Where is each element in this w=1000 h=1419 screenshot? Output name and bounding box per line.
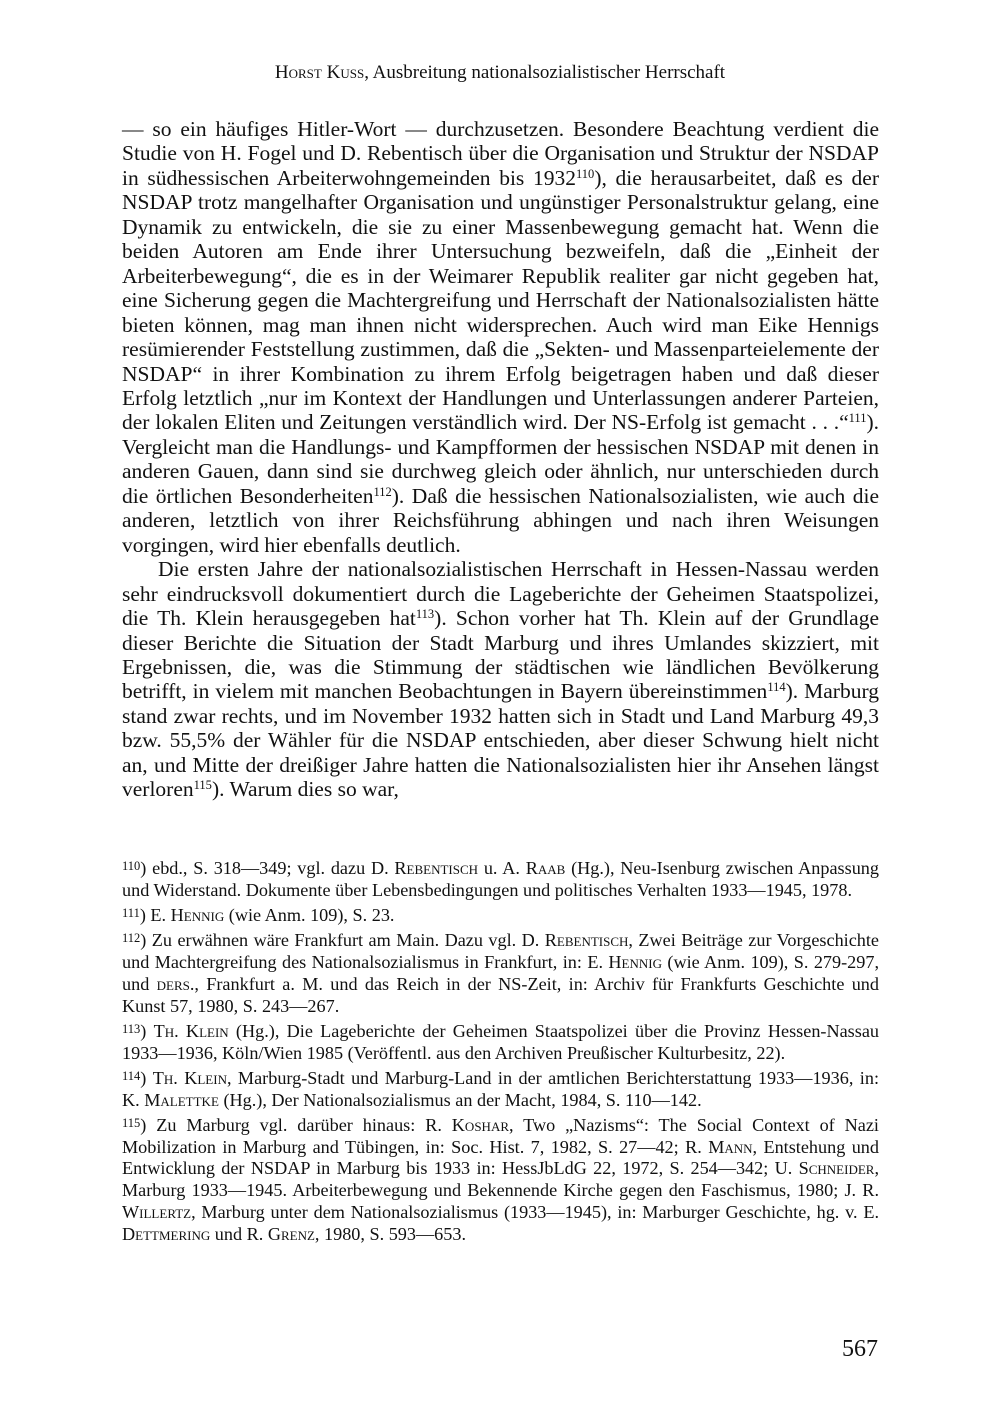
paragraph-text: ). Warum dies so war, [211,777,399,802]
footnote-text: ) Zu Marburg vgl. darüber hinaus: R. [140,1114,452,1135]
footnote-number: 110 [122,859,141,873]
footnote-text: , 1980, S. 593—653. [314,1223,466,1244]
footnote-ref: 110 [576,166,595,181]
running-head-author: Horst Kuss [274,62,365,83]
footnote-number: 112 [122,931,141,946]
paragraph [122,557,879,802]
paragraph-text: ). Vergleicht man die Handlungs- und Kampfformen der hessischen NSDAP mit denen in anderen Gauen, dann sind sie durchweg gleich oder ähnlich, nur unterschieden durch die örtlichen Besonderheiten [122,410,879,508]
footnote-114 [122,1068,879,1112]
paragraph-text: ). Marburg stand zwar rechts, und im November 1932 hatten sich in Stadt und Land Marburg 49,3 bzw. 55,5% der Wähler für die NSDAP entschieden, aber dieser Schwung hielt nicht an, und Mitte der dreißiger Jahre hatten die Nationalsozialisten hier ihr Ansehen längst verloren [122,679,879,802]
footnote-text: ) ebd., S. 318—349; vgl. dazu D. [140,858,395,878]
footnote-text: , Zwei Beiträge zur Vorgeschichte und Machtergreifung des Nationalsozialismus in Frankfurt, in: E. [122,930,880,972]
footnote-author: Rebentisch [394,858,479,878]
footnote-text: , Marburg unter dem Nationalsozialismus (1933—1945), in: Marburger Geschichte, hg. v. E. [191,1201,879,1222]
footnote-ref: 115 [193,778,212,793]
paragraph-text: — so ein häufiges Hitler-Wort — durchzusetzen. Besondere Beachtung verdient die Studie von H. Fogel und D. Rebentisch über die Organisation und Struktur der NSDAP in südhessischen Arbeiterwohngemeinden bis 1932 [122,117,879,190]
footnote-author: Mann [708,1136,753,1157]
footnote-author: Grenz [267,1223,315,1244]
footnote-text: , Marburg-Stadt und Marburg-Land in der amtlichen Berichterstattung 1933—1936, in: K. [122,1067,879,1110]
footnote-text: (Hg.), Die Lageberichte der Geheimen Staatspolizei über die Provinz Hessen-Nassau 1933—1936, Köln/Wien 1985 (Veröffentl. aus den Archiven Preußischer Kulturbesitz, 22). [122,1020,880,1063]
footnote-112 [122,930,879,1017]
footnote-113 [122,1021,879,1065]
footnote-text: , Two „Nazisms“: The Social Context of Nazi Mobilization in Marburg and Tübingen, in: Soc. Hist. 7, 1982, S. 27—42; R. [122,1114,879,1157]
footnote-author: Koshar [451,1114,509,1135]
footnote-ref: 113 [415,607,435,622]
footnote-text: ) Zu erwähnen wäre Frankfurt am Main. Dazu vgl. D. [140,930,545,951]
footnote-author: Willertz [122,1201,192,1222]
footnote-text: u. A. [478,858,526,878]
footnote-author: Rebentisch [544,930,629,951]
footnote-ref: 111 [848,411,867,426]
footnote-ref: 114 [767,680,786,695]
footnotes [122,858,879,1249]
paragraph-text: ). Daß die hessischen Nationalsozialisten, wie auch die anderen, letztlich von ihrer Reichsführung abhingen und nach ihren Weisungen vorgingen, wird hier ebenfalls deutlich. [122,483,879,557]
footnote-text: ) E. [139,905,171,925]
footnote-author: Malettke [144,1089,219,1110]
body-text [122,117,879,802]
footnote-text: ) [140,1067,153,1088]
footnote-text: (wie Anm. 109), S. 23. [224,905,395,925]
footnote-author: Hennig [608,952,662,972]
footnote-115 [122,1115,879,1246]
footnote-text: , Entstehung und Entwicklung der NSDAP in Marburg bis 1933 in: HessJbLdG 22, 1972, S. 254—342; U. [122,1136,879,1179]
footnote-number: 114 [122,1068,141,1083]
running-head-title: , Ausbreitung nationalsozialistischer Herrschaft [364,62,726,83]
paragraph-text: ), die herausarbeitet, daß es der NSDAP trotz mangelhafter Organisation und ungünstiger Personalstruktur gelang, eine Dynamik zu entwickeln, die sie zu einer Massenbewegung gemacht hat. Wenn die beiden Autoren am Ende ihrer Untersuchung bezweifeln, daß die „Einheit der Arbeiterbewegung“, die es in der Weimarer Republik realiter gar nicht gegeben hat, eine Sicherung gegen die Machtergreifung und Herrschaft der Nationalsozialisten hätte bieten können, mag man ihnen nicht widersprechen. Auch wird man Eike Hennigs resümierender Feststellung zustimmen, daß die „Sekten- und Massenparteielemente der NSDAP“ in ihrer Kombination zu ihrem Erfolg beigetragen haben und daß dieser Erfolg letztlich „nur im Kontext der Handlungen und Unterlassungen anderer Parteien, der lokalen Eliten und Zeitungen verständlich wird. Der NS-Erfolg ist gemacht . . .“ [122,165,879,435]
footnote-number: 113 [122,1021,141,1036]
paragraph-text: Die ersten Jahre der nationalsozialistischen Herrschaft in Hessen-Nassau werden sehr eindrucksvoll dokumentiert durch die Lageberichte der Geheimen Staatspolizei, die Th. Klein herausgegeben hat [122,557,879,631]
paragraph [122,117,879,557]
page-number: 567 [842,1336,878,1362]
footnote-number: 115 [122,1115,141,1130]
footnote-text: (Hg.), Der Nationalsozialismus an der Macht, 1984, S. 110—142. [218,1089,702,1110]
footnote-author: Hennig [170,905,225,925]
footnote-text: (wie Anm. 109), S. 279-297, und [122,952,879,994]
footnote-110 [122,858,879,902]
footnote-author: Th. Klein [153,1020,229,1041]
footnote-ref: 112 [373,484,392,499]
running-head [122,61,878,85]
footnote-author: Dettmering [122,1223,211,1244]
footnote-text: ) [140,1020,154,1041]
footnote-number: 111 [122,906,140,920]
footnote-text: (Hg.), Neu-Isenburg zwischen Anpassung und Widerstand. Dokumente über Lebensbedingungen und politisches Verhalten 1933—1945, 1978. [122,858,879,900]
footnote-author: Raab [525,858,566,878]
footnote-author: Th. Klein [152,1067,227,1088]
footnote-text: und R. [210,1223,268,1244]
footnote-text: , Frankfurt a. M. und das Reich in der NS-Zeit, in: Archiv für Frankfurts Geschichte und Kunst 57, 1980, S. 243—267. [122,973,879,1016]
footnote-author: ders. [156,973,195,994]
paragraph-text: ). Schon vorher hat Th. Klein auf der Grundlage dieser Berichte die Situation der Stadt Marburg und ihres Umlandes skizziert, mit Ergebnissen, die, was die Stimmung der städtischen wie ländlichen Bevölkerung betrifft, in vielem mit manchen Beobachtungen in Bayern übereinstimmen [122,606,879,704]
footnote-111 [122,905,879,927]
footnote-text: , Marburg 1933—1945. Arbeiterbewegung und Bekennende Kirche gegen den Faschismus, 1980; J. R. [122,1158,879,1200]
footnote-author: Schneider [798,1158,875,1179]
